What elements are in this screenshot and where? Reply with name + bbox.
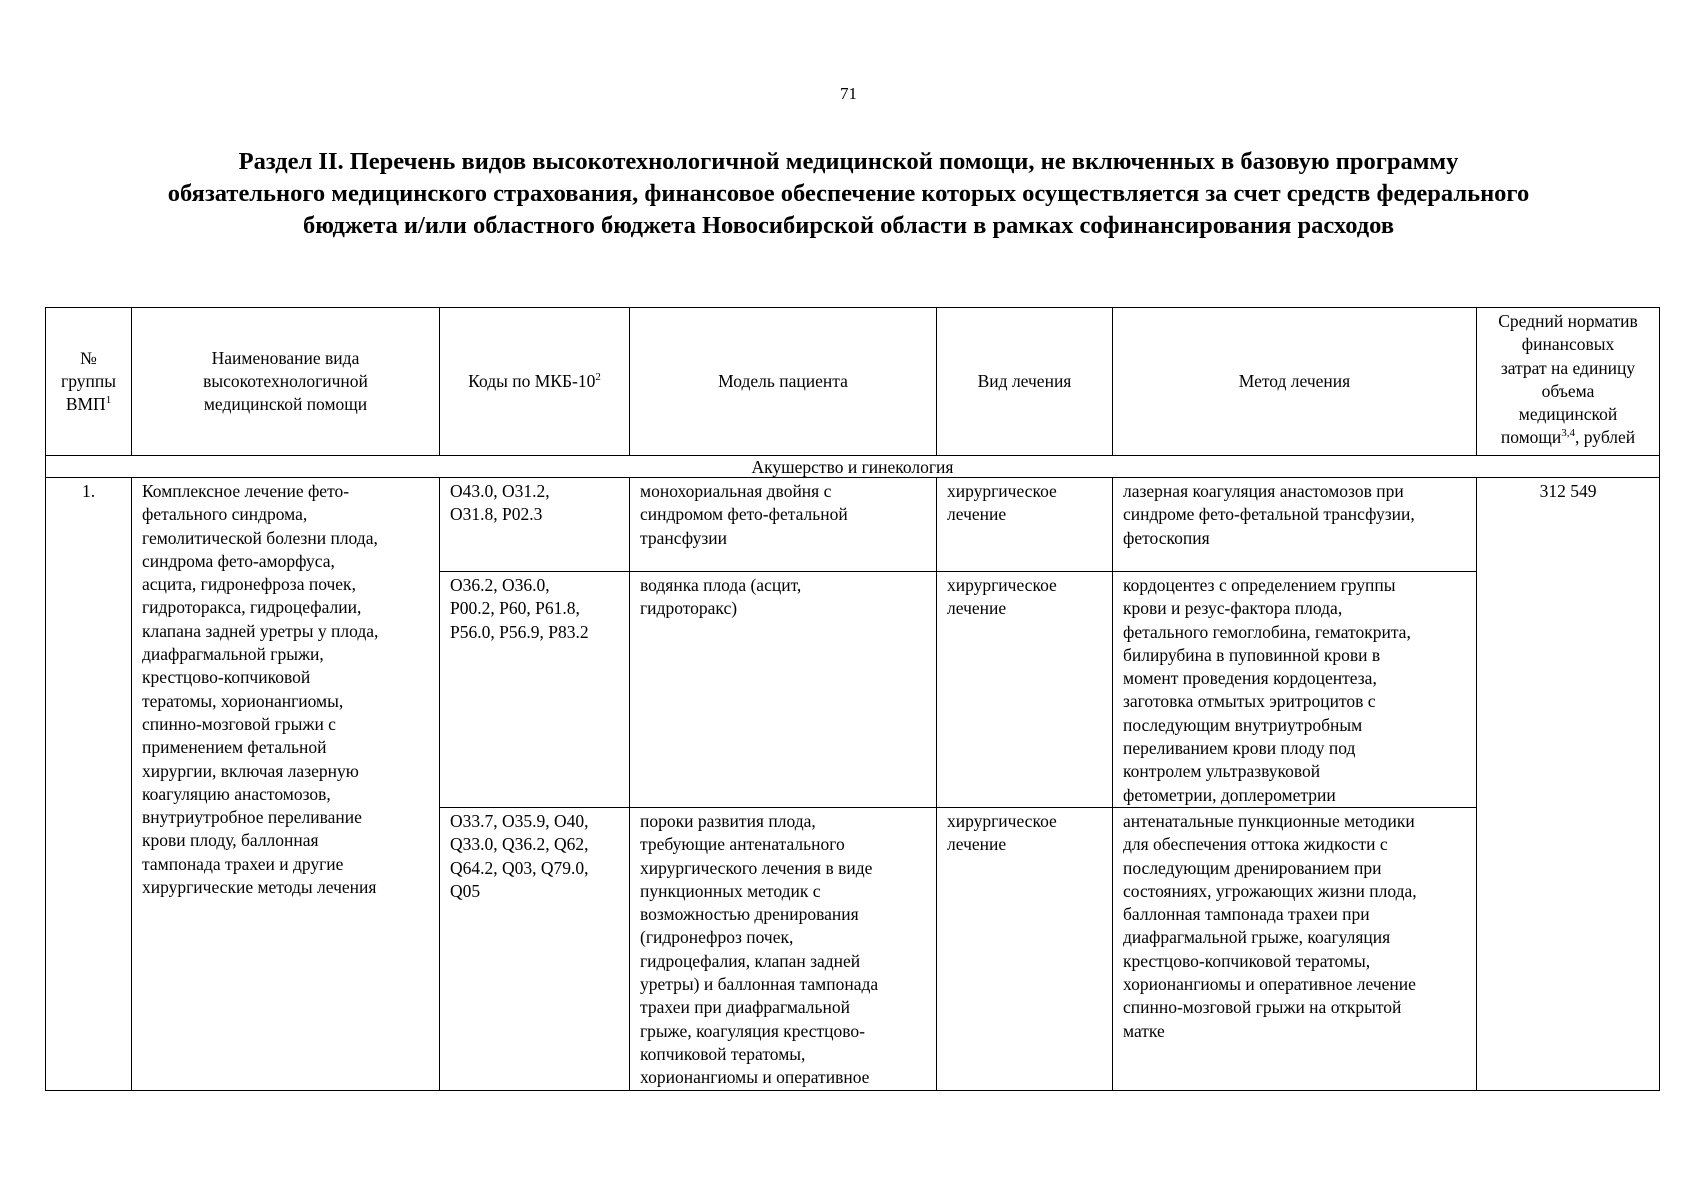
table-row (46, 478, 1660, 572)
text-line: крови и резус-фактора плода, (1123, 598, 1343, 619)
treatment-method (1113, 478, 1477, 572)
header-cost (1477, 308, 1660, 456)
text-line: трахеи при диафрагмальной (640, 997, 850, 1018)
treatment-method (1113, 807, 1477, 1090)
header-codes (440, 308, 630, 456)
text-line: (гидронефроз почек, (640, 927, 794, 948)
header-treatment-method: Метод лечения (1113, 308, 1477, 456)
text-line: O36.2, O36.0, (450, 575, 550, 595)
text-line: хирургическое (947, 575, 1057, 595)
text-line: коагуляцию анастомозов, (142, 783, 331, 804)
group-number: 1. (46, 478, 132, 1091)
text-line: копчиковой тератомы, (640, 1043, 806, 1064)
title-line: бюджета и/или областного бюджета Новосибирской области в рамках софинансирования расходов (302, 212, 1395, 239)
text-line: хирургическое (947, 810, 1057, 831)
header-text: финансовых (1521, 334, 1615, 355)
text-line: O43.0, O31.2, (450, 481, 550, 501)
text-line: спинно-мозговой грыжи с (142, 713, 336, 734)
text-line: O31.8, P02.3 (450, 504, 543, 525)
text-line: билирубина в пуповинной крови в (1123, 644, 1381, 665)
mkb-codes (440, 478, 630, 572)
header-text: Наименование вида (211, 347, 360, 368)
text-line: гидроторакса, гидроцефалии, (142, 597, 362, 618)
text-line: баллонная тампонада трахеи при (1123, 904, 1370, 925)
text-line: лазерная коагуляция анастомозов при (1123, 481, 1404, 501)
text-line: переливанием крови плоду под (1123, 738, 1356, 759)
footnote-mark: 2 (595, 371, 601, 384)
mkb-codes (440, 572, 630, 808)
text-line: хорионангиомы и оперативное (640, 1067, 870, 1088)
header-text: помощи (1500, 427, 1562, 448)
text-line: P00.2, P60, P61.8, (450, 598, 580, 619)
text-line: уретры) и баллонная тампонада (640, 974, 879, 995)
text-line: хорионангиомы и оперативное лечение (1123, 974, 1416, 995)
text-line: Комплексное лечение фето- (142, 481, 350, 501)
header-text: медицинской помощи (203, 394, 368, 415)
text-line: синдрома фето-аморфуса, (142, 550, 335, 571)
text-line: синдроме фето-фетальной трансфузии, (1123, 504, 1415, 525)
text-line: Q05 (450, 880, 481, 901)
header-text: Коды по МКБ-10 (468, 370, 596, 391)
text-line: гидроторакс) (640, 598, 738, 619)
text-line: требующие антенатального (640, 834, 845, 855)
patient-model (630, 572, 937, 808)
text-line: внутриутробное переливание (142, 807, 362, 828)
text-line: пороки развития плода, (640, 810, 816, 831)
header-text: ВМП (65, 394, 106, 415)
title-line: обязательного медицинского страхования, финансовое обеспечение которых осуществляется за счет средств федерального (167, 180, 1530, 207)
text-line: кордоцентез с определением группы (1123, 575, 1396, 595)
treatment-type (937, 478, 1113, 572)
header-text: медицинской (1518, 404, 1618, 425)
header-treatment-type: Вид лечения (937, 308, 1113, 456)
text-line: матке (1123, 1020, 1165, 1041)
text-line: клапана задней уретры у плода, (142, 620, 379, 641)
text-line: момент проведения кордоцентеза, (1123, 668, 1377, 689)
header-text: высокотехнологичной (203, 370, 368, 391)
patient-model (630, 807, 937, 1090)
text-line: гемолитической болезни плода, (142, 527, 378, 548)
text-line: водянка плода (асцит, (640, 575, 802, 595)
title-line: Раздел II. Перечень видов высокотехнологичной медицинской помощи, не включенных в базовую программу (238, 148, 1459, 175)
text-line: гидроцефалия, клапан задней (640, 950, 861, 971)
text-line: трансфузии (640, 527, 728, 548)
header-group-no (46, 308, 132, 456)
text-line: заготовка отмытых эритроцитов с (1123, 691, 1376, 712)
cost-value: 312 549 (1477, 478, 1660, 1091)
header-text: Средний норматив (1498, 311, 1638, 331)
header-text: № (80, 347, 97, 368)
text-line: применением фетальной (142, 737, 327, 758)
text-line: P56.0, P56.9, P83.2 (450, 621, 589, 642)
text-line: Q33.0, Q36.2, Q62, (450, 834, 589, 855)
section-heading: Акушерство и гинекология (46, 456, 1660, 478)
treatment-type (937, 807, 1113, 1090)
text-line: фетоскопия (1123, 527, 1210, 548)
treatment-method (1113, 572, 1477, 808)
text-line: фетального гемоглобина, гематокрита, (1123, 621, 1411, 642)
footnote-mark: 3,4 (1561, 427, 1576, 440)
text-line: тератомы, хорионангиомы, (142, 690, 344, 711)
text-line: контролем ультразвуковой (1123, 761, 1321, 782)
vmp-table (45, 307, 1660, 1091)
text-line: последующим внутриутробным (1123, 714, 1363, 735)
text-line: лечение (947, 598, 1007, 619)
header-patient-model: Модель пациента (630, 308, 937, 456)
page-number: 71 (840, 84, 857, 103)
header-name (132, 308, 440, 456)
text-line: хирургического лечения в виде (640, 857, 873, 878)
mkb-codes (440, 807, 630, 1090)
text-line: фетального синдрома, (142, 504, 308, 525)
header-text: объема (1541, 380, 1595, 401)
text-line: хирургическое (947, 481, 1057, 501)
text-line: спинно-мозговой грыжи на открытой (1123, 997, 1402, 1018)
text-line: крестцово-копчиковой тератомы, (1123, 950, 1371, 971)
text-line: асцита, гидронефроза почек, (142, 574, 356, 595)
text-line: антенатальные пункционные методики (1123, 810, 1415, 831)
text-line: крестцово-копчиковой (142, 667, 311, 688)
text-line: синдромом фето-фетальной (640, 504, 848, 525)
text-line: диафрагмальной грыже, коагуляция (1123, 927, 1391, 948)
text-line: лечение (947, 834, 1007, 855)
text-line: для обеспечения оттока жидкости с (1123, 834, 1388, 855)
text-line: Q64.2, Q03, Q79.0, (450, 857, 589, 878)
text-line: хирургические методы лечения (142, 877, 377, 898)
text-line: фетометрии, доплерометрии (1123, 784, 1336, 805)
header-text: затрат на единицу (1500, 357, 1636, 378)
text-line: монохориальная двойня с (640, 481, 832, 501)
text-line: состояниях, угрожающих жизни плода, (1123, 880, 1417, 901)
text-line: крови плоду, баллонная (142, 830, 319, 851)
text-line: возможностью дренирования (640, 904, 859, 925)
vmp-name (132, 478, 440, 1091)
text-line: хирургии, включая лазерную (142, 760, 359, 781)
header-row (46, 308, 1660, 456)
patient-model (630, 478, 937, 572)
footnote-mark: 1 (105, 394, 112, 407)
header-text: группы (61, 370, 116, 391)
text-line: O33.7, O35.9, O40, (450, 810, 589, 831)
section-row (46, 456, 1660, 478)
text-line: последующим дренированием при (1123, 857, 1382, 878)
text-line: диафрагмальной грыжи, (142, 644, 324, 665)
text-line: лечение (947, 504, 1007, 525)
header-text: , рублей (1575, 427, 1636, 448)
text-line: пункционных методик с (640, 880, 821, 901)
section-title (40, 146, 1657, 242)
treatment-type (937, 572, 1113, 808)
text-line: грыже, коагуляция крестцово- (640, 1020, 865, 1041)
text-line: тампонада трахеи и другие (142, 853, 344, 874)
